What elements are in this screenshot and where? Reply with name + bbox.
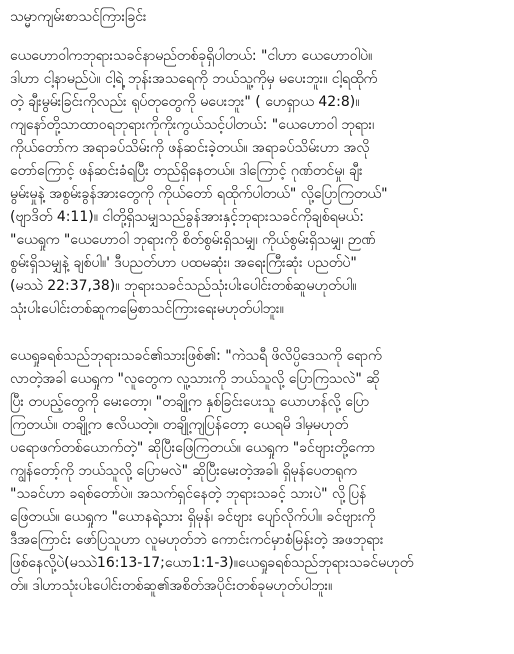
paragraph-line: ကျနော်တို့သာထာဝရဘုရားကိုကိုးကွယ်သင့်ပါတယ်: "ယေဟောဝါ ဘုရား၊	[10, 117, 375, 133]
document-heading: သမ္မာကျမ်းစာသင်ကြားခြင်း	[10, 9, 147, 25]
paragraph-line: (မဿဲ 22:37,38)။ ဘုရားသခင်သည်သုံးပါးပေါင်းတစ်ဆူမဟုတ်ပါ။	[10, 278, 357, 294]
paragraph-line: မွမ်းမှုနဲ့ အစွမ်းခွန်အားတွေကို ကိုယ်တော် ရထိုက်ပါတယ်" လို့ပြောကြတယ်"	[10, 186, 388, 202]
paragraph-2	[10, 345, 506, 598]
paragraph-line: ကိုယ်တော်က အရာခပ်သိမ်းကို ဖန်ဆင်းခဲ့တယ်။ အရာခပ်သိမ်းဟာ အလို	[10, 140, 370, 156]
paragraph-1	[10, 45, 506, 321]
paragraph-line: ယေဟောဝါကဘုရားသခင်နာမည်တစ်ခုရှိပါတယ်: "ငါဟာ ယေဟောဝါပဲ။	[10, 48, 373, 64]
paragraph-line: လာတဲ့အခါ ယေရှုက "လူတွေက လူ့သားကို ဘယ်သူလို့ ပြောကြသလဲ" ဆို	[10, 371, 380, 387]
paragraph-line: ဒါဟာ ငါ့နာမည်ပဲ။ ငါ့ရဲ့ ဘုန်းအသရေကို ဘယ်သူ့ကိုမှ မပေးဘူး။ ငါ့ရထိုက်	[10, 71, 378, 87]
paragraph-line: ယေရှုခရစ်သည်ဘုရားသခင်၏သားဖြစ်၏: "ကဲသရီ ဖိလိပ္ပိဒေသကို ရောက်	[10, 348, 382, 364]
paragraph-line: တော်ကြောင့် ဖန်ဆင်းခံရပြီး တည်ရှိနေတယ်။ ဒါကြောင့် ဂုဏ်တင်မှု၊ ချီး	[10, 163, 363, 179]
paragraph-line: တဲ့ ချီးမွမ်းခြင်းကိုလည်း ရုပ်တုတွေကို မပေးဘူး" ( ဟေရှာယ 42:8)။	[10, 94, 360, 110]
paragraph-line: "သခင်ဟာ ခရစ်တော်ပဲ။ အသက်ရှင်နေတဲ့ ဘုရားသခင့် သားပဲ" လို့ပြန်	[10, 486, 367, 502]
paragraph-line: စွမ်းရှိသမျှနဲ့ ချစ်ပါ။' ဒီပညတ်ဟာ ပထမဆုံး၊ အရေးကြီးဆုံး ပညတ်ပဲ"	[10, 255, 357, 271]
paragraph-line: ဖြေတယ်။ ယေရှုက "ယောနရဲ့သား ရှိမုန်၊ ခင်ဗျား ပျော်လိုက်ပါ။ ခင်ဗျားကို	[10, 509, 376, 525]
paragraph-line: ဖြစ်နေလို့ပဲ(မဿဲ16:13-17;ယော1:1-3)။ယေရှုခရစ်သည်ဘုရားသခင်မဟုတ်	[10, 555, 414, 571]
paragraph-line: ကြတယ်။ တချို့က ဧလိယတဲ့။ တချို့ကျပြန်တော့ ယေရမိ ဒါမှမဟုတ်	[10, 417, 349, 433]
paragraph-line: ကျွန်တော့်ကို ဘယ်သူလို့ ပြောမလဲ" ဆိုပြီးမေးတဲ့အခါ၊ ရှိမုန်ပေတရုက	[10, 463, 357, 479]
paragraph-line: သုံးပါးပေါင်းတစ်ဆူကမြေစာသင်ကြားရေးမဟုတ်ပါဘူး။	[10, 301, 284, 317]
paragraph-line: (ဗျာဒိတ် 4:11)။ ငါတို့ရှိသမျှသည်ခွန်အားနှင့်ဘုရားသခင်ကိုချစ်ရမယ်:	[10, 209, 364, 225]
paragraph-line: ပရောဖက်တစ်ယောက်တဲ့" ဆိုပြီးဖြေကြတယ်။ ယေရှုက "ခင်ဗျားတို့ကော	[10, 440, 376, 456]
document-page	[10, 6, 506, 622]
paragraph-line: တ်။ ဒါဟာသုံးပါးပေါင်းတစ်ဆူ၏အစိတ်အပိုင်းတစ်ခုမဟုတ်ပါဘူး။	[10, 578, 333, 594]
paragraph-line: ဒီအကြောင်း ဖော်ပြသူဟာ လူမဟုတ်ဘဲ ကောင်းကင်မှာစံမြန်းတဲ့ အဖဘုရား	[10, 532, 384, 548]
paragraph-line: ပြီး တပည့်တွေကို မေးတော့၊ "တချို့က နှစ်ခြင်းပေးသူ ယောဟန်လို့ ပြော	[10, 394, 370, 410]
paragraph-line: "ယေရှုက "ယေဟောဝါ ဘုရားကို စိတ်စွမ်းရှိသမျှ၊ ကိုယ်စွမ်းရှိသမျှ၊ ဉာဏ်	[10, 232, 376, 248]
